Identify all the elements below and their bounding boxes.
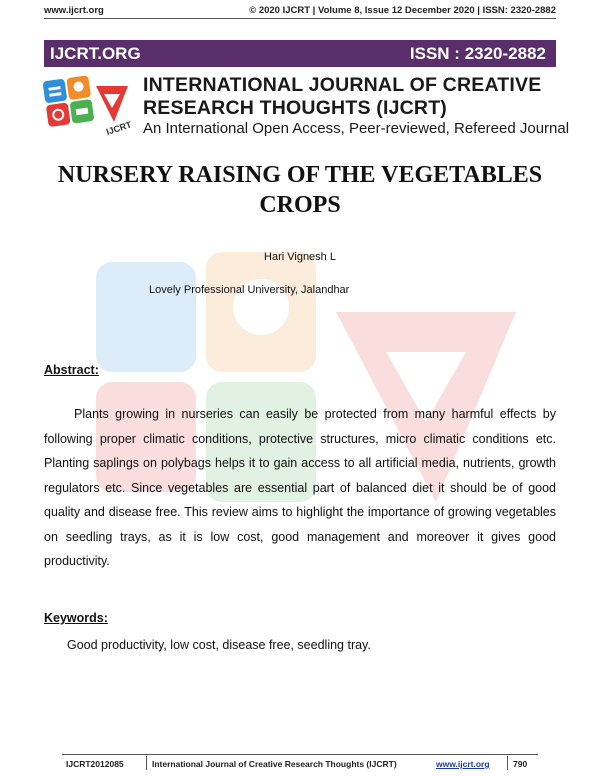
author-affiliation: Lovely Professional University, Jalandhar <box>149 284 350 296</box>
banner-issn: ISSN : 2320-2882 <box>409 44 546 63</box>
running-header <box>0 0 600 18</box>
footer-divider <box>146 756 147 770</box>
banner-site: IJCRT.ORG <box>50 44 141 63</box>
journal-tagline: An International Open Access, Peer-reviewed, Refereed Journal <box>143 120 570 137</box>
header-rule <box>44 18 556 19</box>
article-title-line1: NURSERY RAISING OF THE VEGETABLES <box>57 162 543 188</box>
footer-page-number: 790 <box>513 759 528 769</box>
footer-rule <box>62 754 538 755</box>
abstract-body: Plants growing in nurseries can easily be protected from many harmful effects by following proper climatic conditions, protective structures, micro climatic conditions etc. Planting saplings on polybags helps it to gain access to all artificial media, nutrients, growth regulators etc. Since vegetables are essential part of balanced diet it should be of good quality and disease free. This review aims to highlight the importance of growing vegetables on seedling trays, as it is low cost, good management and moreover it gives good productivity. <box>44 407 556 568</box>
journal-banner <box>44 40 556 67</box>
logo-text: IJCRT <box>104 119 133 137</box>
header-site: www.ijcrt.org <box>44 5 104 16</box>
abstract-heading: Abstract: <box>44 363 99 377</box>
journal-name-line2: RESEARCH THOUGHTS (IJCRT) <box>143 97 448 119</box>
footer-website-link[interactable]: www.ijcrt.org <box>436 759 490 769</box>
journal-logo-icon <box>40 72 138 138</box>
header-citation: © 2020 IJCRT | Volume 8, Issue 12 December 2020 | ISSN: 2320-2882 <box>249 5 556 16</box>
author-name: Hari Vignesh L <box>264 251 336 263</box>
footer-article-code: IJCRT2012085 <box>66 759 124 769</box>
article-title-line2: CROPS <box>259 192 341 218</box>
journal-name-line1: INTERNATIONAL JOURNAL OF CREATIVE <box>143 74 542 96</box>
footer-journal-name: International Journal of Creative Research Thoughts (IJCRT) <box>152 759 397 769</box>
keywords-body: Good productivity, low cost, disease free, seedling tray. <box>67 638 371 652</box>
keywords-heading: Keywords: <box>44 611 108 625</box>
footer-divider <box>507 756 508 770</box>
